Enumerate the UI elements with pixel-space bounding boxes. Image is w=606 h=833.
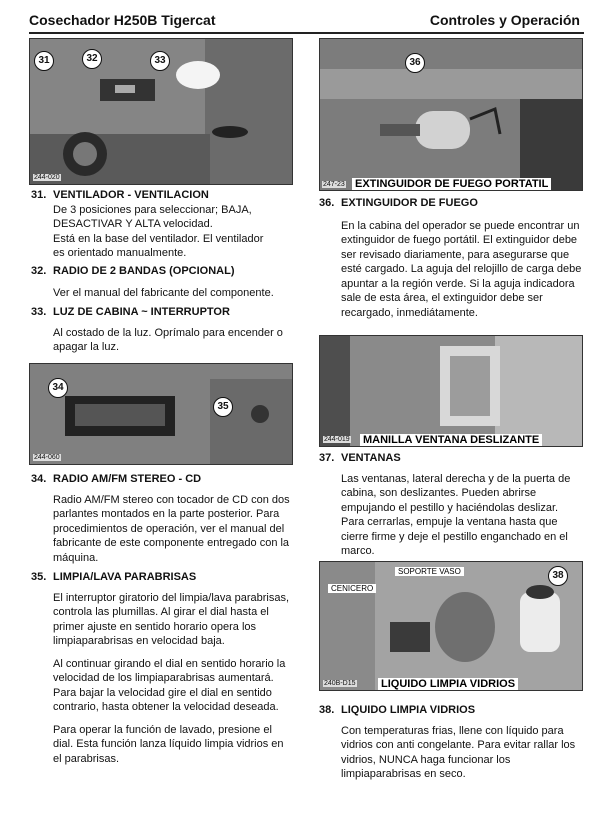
section-number: 32. bbox=[31, 265, 47, 277]
section-title: LIMPIA/LAVA PARABRISAS bbox=[53, 571, 197, 583]
callout-32: 32 bbox=[82, 49, 102, 69]
photo-extinguisher bbox=[319, 38, 583, 191]
section-title: EXTINGUIDOR DE FUEGO bbox=[341, 197, 478, 209]
section-body: Con temperaturas frias, llene con líquido para vidrios con anti congelante. Para evitar rallar los vidrios, NUNCA haga funcionar los limpiaparabrisas en seco. bbox=[341, 724, 576, 780]
section-number: 37. bbox=[319, 452, 335, 464]
section-line: es orientado manualmente. bbox=[53, 247, 187, 259]
section-line: Está en la base del ventilador. El ventilador bbox=[53, 232, 264, 245]
photo-window-handle bbox=[319, 335, 583, 447]
photo-fan-radio-light bbox=[29, 38, 293, 185]
section-33 bbox=[31, 305, 293, 355]
section-line: DESACTIVAR Y ALTA velocidad. bbox=[53, 218, 213, 230]
callout-34: 34 bbox=[48, 378, 68, 398]
section-body: Las ventanas, lateral derecha y de la puerta de cabina, son deslizantes. Pueden abrirse empujando el pestillo y haciéndolas deslizar. Para cerrarlas, empuje la ventana hasta que cierre firme y deje el pestillo enganchado en el marco. bbox=[341, 472, 571, 557]
section-title: RADIO AM/FM STEREO - CD bbox=[53, 473, 202, 485]
section-number: 36. bbox=[319, 197, 335, 209]
photo-code: 240B-D15 bbox=[324, 680, 356, 687]
section-title: LUZ DE CABINA ~ INTERRUPTOR bbox=[53, 306, 230, 318]
section-paragraph: El interruptor giratorio del limpia/lava parabrisas, controla las plumillas. Al girar el dial hasta el primer ajuste en sentido horario opera los limpiaparabrisas en velocidad baja. bbox=[53, 591, 289, 647]
photo-radio-panel bbox=[29, 363, 293, 465]
section-38 bbox=[319, 703, 583, 782]
photo-caption: LIQUIDO LIMPIA VIDRIOS bbox=[378, 678, 518, 690]
label-cenicero: CENICERO bbox=[328, 584, 376, 593]
photo-washer-fluid bbox=[319, 561, 583, 691]
section-paragraph: Para operar la función de lavado, presione el dial. Esta función lanza líquido limpia vidrios en el parabrisas. bbox=[53, 723, 284, 765]
section-32 bbox=[31, 264, 293, 300]
section-line: De 3 posiciones para seleccionar; BAJA, bbox=[53, 203, 252, 216]
header-right: Controles y Operación bbox=[429, 12, 580, 28]
photo-extinguisher-drawing bbox=[320, 39, 583, 191]
callout-38: 38 bbox=[548, 566, 568, 586]
section-31 bbox=[31, 188, 293, 261]
photo-window-handle-drawing bbox=[320, 336, 583, 447]
section-35 bbox=[31, 570, 293, 774]
callout-33: 33 bbox=[150, 51, 170, 71]
section-number: 38. bbox=[319, 704, 335, 716]
section-title: VENTILADOR - VENTILACION bbox=[53, 189, 209, 201]
section-body: Radio AM/FM stereo con tocador de CD con dos parlantes montados en la parte posterior. Para procedimientos de operación, ver el manual del fabricante de este componente entregado con la máquina. bbox=[53, 493, 290, 564]
photo-caption: EXTINGUIDOR DE FUEGO PORTATIL bbox=[352, 178, 551, 190]
photo-radio-panel-drawing bbox=[30, 364, 293, 465]
section-title: RADIO DE 2 BANDAS (OPCIONAL) bbox=[53, 265, 235, 277]
section-title: LIQUIDO LIMPIA VIDRIOS bbox=[341, 704, 476, 716]
photo-code: 244-020 bbox=[34, 174, 60, 181]
photo-caption: MANILLA VENTANA DESLIZANTE bbox=[360, 434, 542, 446]
section-number: 33. bbox=[31, 306, 47, 318]
header-rule bbox=[29, 32, 584, 34]
section-number: 34. bbox=[31, 473, 47, 485]
label-soporte-vaso: SOPORTE VASO bbox=[395, 567, 464, 576]
photo-code: 244-019 bbox=[324, 436, 350, 443]
section-body: Ver el manual del fabricante del componente. bbox=[53, 286, 274, 299]
section-body: En la cabina del operador se puede encontrar un extinguidor de fuego portátil. El extinguidor debe ser revisado diariamente, para asegurarse que esté cargado. La aguja del relojillo de carga debe apuntar a la región verde. Si la aguja indicadora sale de esta área, el extinguidor debe ser recargado, inmediátamente. bbox=[341, 219, 582, 319]
section-body: Al costado de la luz. Oprímalo para encender o apagar la luz. bbox=[53, 326, 283, 353]
section-34 bbox=[31, 472, 293, 565]
section-37 bbox=[319, 451, 583, 559]
callout-36: 36 bbox=[405, 53, 425, 73]
callout-35: 35 bbox=[213, 397, 233, 417]
callout-31: 31 bbox=[34, 51, 54, 71]
section-number: 35. bbox=[31, 571, 47, 583]
photo-washer-fluid-drawing bbox=[320, 562, 583, 691]
section-36 bbox=[319, 196, 583, 320]
section-title: VENTANAS bbox=[341, 452, 401, 464]
photo-code: 247-23 bbox=[323, 181, 345, 188]
photo-code: 244-060 bbox=[34, 454, 60, 461]
section-paragraph: Al continuar girando el dial en sentido horario la velocidad de los limpiaparabrisas aumentará. Para bajar la velocidad gire el dial en sentido contrario, hasta obtener la velocidad deseada. bbox=[53, 657, 286, 713]
section-number: 31. bbox=[31, 189, 47, 201]
header-left: Cosechador H250B Tigercat bbox=[29, 12, 216, 28]
